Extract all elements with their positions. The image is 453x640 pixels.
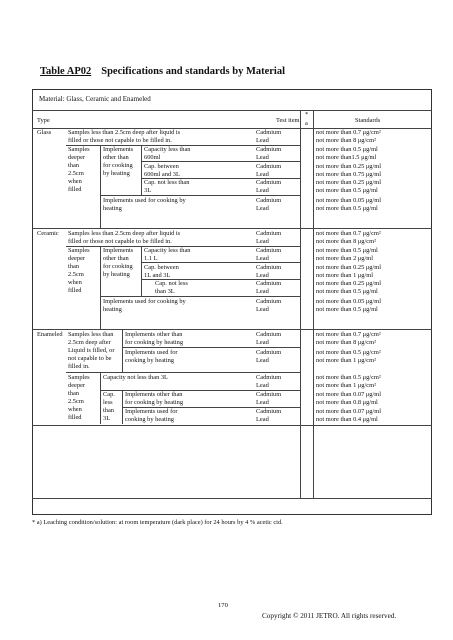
ceramic-heat-label-2: heating	[103, 306, 122, 313]
ceramic-rule-impl-right	[141, 246, 142, 296]
enameled-capsmall-1: Cap.	[103, 391, 115, 398]
ceramic-cap2-label-2: 1L and 3L	[144, 272, 171, 279]
type-ceramic: Ceramic	[37, 230, 59, 237]
glass-rule-cap1	[141, 161, 300, 162]
rule-left-of-note	[300, 110, 301, 498]
enameled-sh2-std-cd: not more than 0.5 μg/cm²	[316, 349, 381, 356]
enameled-capsmall-4: 3L	[103, 415, 111, 422]
col-note-a: a	[305, 120, 308, 127]
glass-deep-6: filled	[68, 186, 82, 193]
glass-heat-label-2: heating	[103, 205, 122, 212]
enameled-sm2-label-2: cooking by heating	[125, 416, 174, 423]
ceramic-cap2-item-pb: Lead	[256, 272, 269, 279]
glass-cap1-label-2: 600ml	[144, 154, 161, 161]
enameled-deep-2: deeper	[68, 382, 86, 389]
glass-row1-item-cd: Cadmium	[256, 129, 282, 136]
glass-cap1-item-cd: Cadmium	[256, 146, 282, 153]
ceramic-deep-6: filled	[68, 287, 82, 294]
glass-cap3-item-cd: Cadmium	[256, 179, 282, 186]
enameled-shallow-3: Liquid is filled, or	[68, 347, 115, 354]
ceramic-impl-3: for cooking	[103, 263, 133, 270]
glass-cap1-item-pb: Lead	[256, 154, 269, 161]
glass-cap1-std-cd: not more than 0.5 μg/ml	[316, 146, 378, 153]
page-number: 170	[218, 602, 228, 609]
glass-heat-std-pb: not more than 0.5 μg/ml	[316, 205, 378, 212]
ceramic-impl-4: by heating	[103, 271, 130, 278]
glass-cap3-std-cd: not more than 0.25 μg/ml	[316, 179, 382, 186]
glass-cap2-label-2: 600ml and 3L	[144, 171, 180, 178]
glass-deep-2: deeper	[68, 154, 86, 161]
enameled-sh2-item-pb: Lead	[256, 357, 269, 364]
enameled-sh2-label-1: Implements used for	[125, 349, 178, 356]
glass-cap2-item-cd: Cadmium	[256, 163, 282, 170]
rule-glass-bottom	[32, 228, 432, 229]
glass-cap3-item-pb: Lead	[256, 187, 269, 194]
glass-cap1-std-pb: not more than1.5 μg/ml	[316, 154, 377, 161]
ceramic-heat-std-pb: not more than 0.5 μg/ml	[316, 306, 378, 313]
enameled-sm1-label-1: Implements other than	[125, 391, 183, 398]
ceramic-cap3-label-1: Cap. not less	[155, 280, 188, 287]
rule-ceramic-bottom	[32, 329, 432, 330]
table-title	[40, 66, 285, 77]
ceramic-heat-item-pb: Lead	[256, 306, 269, 313]
enameled-cap3-item-cd: Cadmium	[256, 374, 282, 381]
ceramic-cap1-label-1: Capacity less than	[144, 247, 191, 254]
footnote: * a) Leaching condition/solution: at room temperature (dark place) for 24 hours by 4 % acetic cid.	[32, 519, 283, 526]
glass-heat-std-cd: not more than 0.05 μg/ml	[316, 197, 382, 204]
ceramic-cap3-label-2: than 3L	[155, 288, 175, 295]
glass-row1-item-pb: Lead	[256, 137, 269, 144]
ceramic-impl-1: Implements	[103, 247, 134, 254]
enameled-sm2-std-cd: not more than 0.07 μg/ml	[316, 408, 382, 415]
ceramic-cap2-std-pb: not more than 1 μg/ml	[316, 272, 374, 279]
ceramic-impl-2: other than	[103, 255, 129, 262]
ceramic-cap1-std-pb: not more than 2 μg/ml	[316, 255, 374, 262]
material-line: Material: Glass, Ceramic and Enameled	[39, 95, 151, 103]
glass-impl-4: by heating	[103, 170, 130, 177]
col-type-header: Type	[37, 117, 50, 124]
enameled-sh1-std-pb: not more than 8 μg/cm²	[316, 339, 377, 346]
glass-deep-4: 2.5cm	[68, 170, 84, 177]
glass-heat-item-cd: Cadmium	[256, 197, 282, 204]
ceramic-deep-5: when	[68, 279, 82, 286]
enameled-sh1-label-1: Implements other than	[125, 331, 183, 338]
glass-heat-item-pb: Lead	[256, 205, 269, 212]
enameled-deep-1: Samples	[68, 374, 90, 381]
type-enameled: Enameled	[37, 331, 63, 338]
glass-cap3-label-2: 3L	[144, 187, 152, 194]
enameled-cap3-std-cd: not more than 0.5 μg/cm²	[316, 374, 381, 381]
enameled-rule-deep-top	[66, 372, 300, 373]
ceramic-cap1-item-cd: Cadmium	[256, 247, 282, 254]
rule-right-of-note	[313, 110, 314, 498]
table-heading: Specifications and standards by Material	[101, 66, 286, 77]
enameled-rule-deep-right	[100, 372, 101, 424]
enameled-sm2-item-cd: Cadmium	[256, 408, 282, 415]
ceramic-rule-heat	[100, 296, 300, 297]
glass-cap3-std-pb: not more than 0.5 μg/ml	[316, 187, 378, 194]
enameled-deep-5: when	[68, 406, 82, 413]
enameled-capsmall-3: than	[103, 407, 115, 414]
enameled-sm1-std-pb: not more than 0.8 μg/ml	[316, 399, 378, 406]
enameled-rule-shallow-right	[122, 329, 123, 372]
col-test-item-header: Test item	[276, 117, 300, 124]
col-note-star: *	[305, 111, 309, 118]
ceramic-heat-std-cd: not more than 0.05 μg/ml	[316, 298, 382, 305]
ceramic-deep-4: 2.5cm	[68, 271, 84, 278]
enameled-deep-4: 2.5cm	[68, 398, 84, 405]
enameled-sm1-label-2: for cooking by heating	[125, 399, 184, 406]
glass-cap3-label-1: Cap. not less than	[144, 179, 190, 186]
enameled-sh2-item-cd: Cadmium	[256, 349, 282, 356]
ceramic-rule-deep-right	[100, 246, 101, 329]
enameled-shallow-4: not capable to be	[68, 355, 112, 362]
enameled-sm2-std-pb: not more than 0.4 μg/ml	[316, 416, 378, 423]
enameled-deep-3: than	[68, 390, 80, 397]
ceramic-row1-item-pb: Lead	[256, 238, 269, 245]
enameled-sh1-std-cd: not more than 0.7 μg/cm²	[316, 331, 381, 338]
ceramic-deep-2: deeper	[68, 255, 86, 262]
enameled-sh1-item-cd: Cadmium	[256, 331, 282, 338]
glass-deep-1: Samples	[68, 146, 90, 153]
enameled-sh1-label-2: for cooking by heating	[125, 339, 184, 346]
glass-row1-std-cd: not more than 0.7 μg/cm²	[316, 129, 381, 136]
enameled-sh1-item-pb: Lead	[256, 339, 269, 346]
ceramic-cap3-std-cd: not more than 0.25 μg/ml	[316, 280, 382, 287]
enameled-deep-6: filled	[68, 414, 82, 421]
ceramic-row1-item-cd: Cadmium	[256, 230, 282, 237]
glass-cap2-item-pb: Lead	[256, 171, 269, 178]
ceramic-cap1-std-cd: not more than 0.5 μg/ml	[316, 247, 378, 254]
enameled-sm2-label-1: Implements used for	[125, 408, 178, 415]
glass-cap2-label-1: Cap. between	[144, 163, 179, 170]
ceramic-row1-std-pb: not more than 8 μg/cm²	[316, 238, 377, 245]
ceramic-cap1-item-pb: Lead	[256, 255, 269, 262]
enameled-shallow-5: filled in.	[68, 363, 90, 370]
enameled-shallow-2: 2.5cm deep after	[68, 339, 111, 346]
type-glass: Glass	[37, 129, 52, 136]
glass-rule-heat	[100, 195, 300, 196]
rule-header-top	[32, 110, 432, 111]
enameled-cap3-label: Capacity not less than 3L	[103, 374, 168, 381]
enameled-cap3-std-pb: not more than 1 μg/cm²	[316, 382, 377, 389]
ceramic-deep-3: than	[68, 263, 80, 270]
copyright: Copyright © 2011 JETRO. All rights reserved.	[262, 612, 397, 620]
glass-row1-cond-2: filled or those not capable to be filled in.	[68, 137, 172, 144]
ceramic-cap1-label-2: 1.1 L	[144, 255, 158, 262]
enameled-sm1-item-cd: Cadmium	[256, 391, 282, 398]
ceramic-cap2-label-1: Cap. between	[144, 264, 179, 271]
ceramic-cap3-std-pb: not more than 0.5 μg/ml	[316, 288, 378, 295]
ceramic-deep-1: Samples	[68, 247, 90, 254]
glass-cap2-std-cd: not more than 0.25 μg/ml	[316, 163, 382, 170]
glass-row1-std-pb: not more than 8 μg/cm²	[316, 137, 377, 144]
enameled-cap3-item-pb: Lead	[256, 382, 269, 389]
glass-rule-impl-right	[141, 145, 142, 195]
glass-deep-3: than	[68, 162, 80, 169]
enameled-capsmall-2: less	[103, 399, 113, 406]
ceramic-row1-cond-1: Samples less than 2.5cm deep after liquid is	[68, 230, 181, 237]
col-standards-header: Standards	[355, 117, 381, 124]
rule-enameled-bottom	[32, 425, 432, 426]
enameled-shallow-1: Samples less than	[68, 331, 114, 338]
table-id: Table AP02	[40, 66, 92, 77]
ceramic-cap2-item-cd: Cadmium	[256, 264, 282, 271]
ceramic-heat-item-cd: Cadmium	[256, 298, 282, 305]
enameled-sm1-item-pb: Lead	[256, 399, 269, 406]
ceramic-heat-label-1: Implements used for cooking by	[103, 298, 186, 305]
rule-table-bottom	[32, 498, 432, 499]
enameled-sm1-std-cd: not more than 0.07 μg/ml	[316, 391, 382, 398]
glass-impl-1: Implements	[103, 146, 134, 153]
ceramic-cap2-std-cd: not more than 0.25 μg/ml	[316, 264, 382, 271]
glass-heat-label-1: Implements used for cooking by	[103, 197, 186, 204]
enameled-sh2-std-pb: not more than 1 μg/cm²	[316, 357, 377, 364]
glass-cap1-label-1: Capacity less than	[144, 146, 191, 153]
enameled-sh2-label-2: cooking by heating	[125, 357, 174, 364]
glass-deep-5: when	[68, 178, 82, 185]
glass-impl-3: for cooking	[103, 162, 133, 169]
glass-row1-cond-1: Samples less than 2.5cm deep after liquid is	[68, 129, 181, 136]
ceramic-row1-std-cd: not more than 0.7 μg/cm²	[316, 230, 381, 237]
ceramic-cap3-item-cd: Cadmium	[256, 280, 282, 287]
ceramic-cap3-item-pb: Lead	[256, 288, 269, 295]
ceramic-row1-cond-2: filled or those not capable to be filled in.	[68, 238, 172, 245]
glass-impl-2: other than	[103, 154, 129, 161]
ceramic-rule-cap1	[141, 262, 300, 263]
glass-rule-deep-right	[100, 145, 101, 228]
enameled-sm2-item-pb: Lead	[256, 416, 269, 423]
glass-cap2-std-pb: not more than 0.75 μg/ml	[316, 171, 382, 178]
